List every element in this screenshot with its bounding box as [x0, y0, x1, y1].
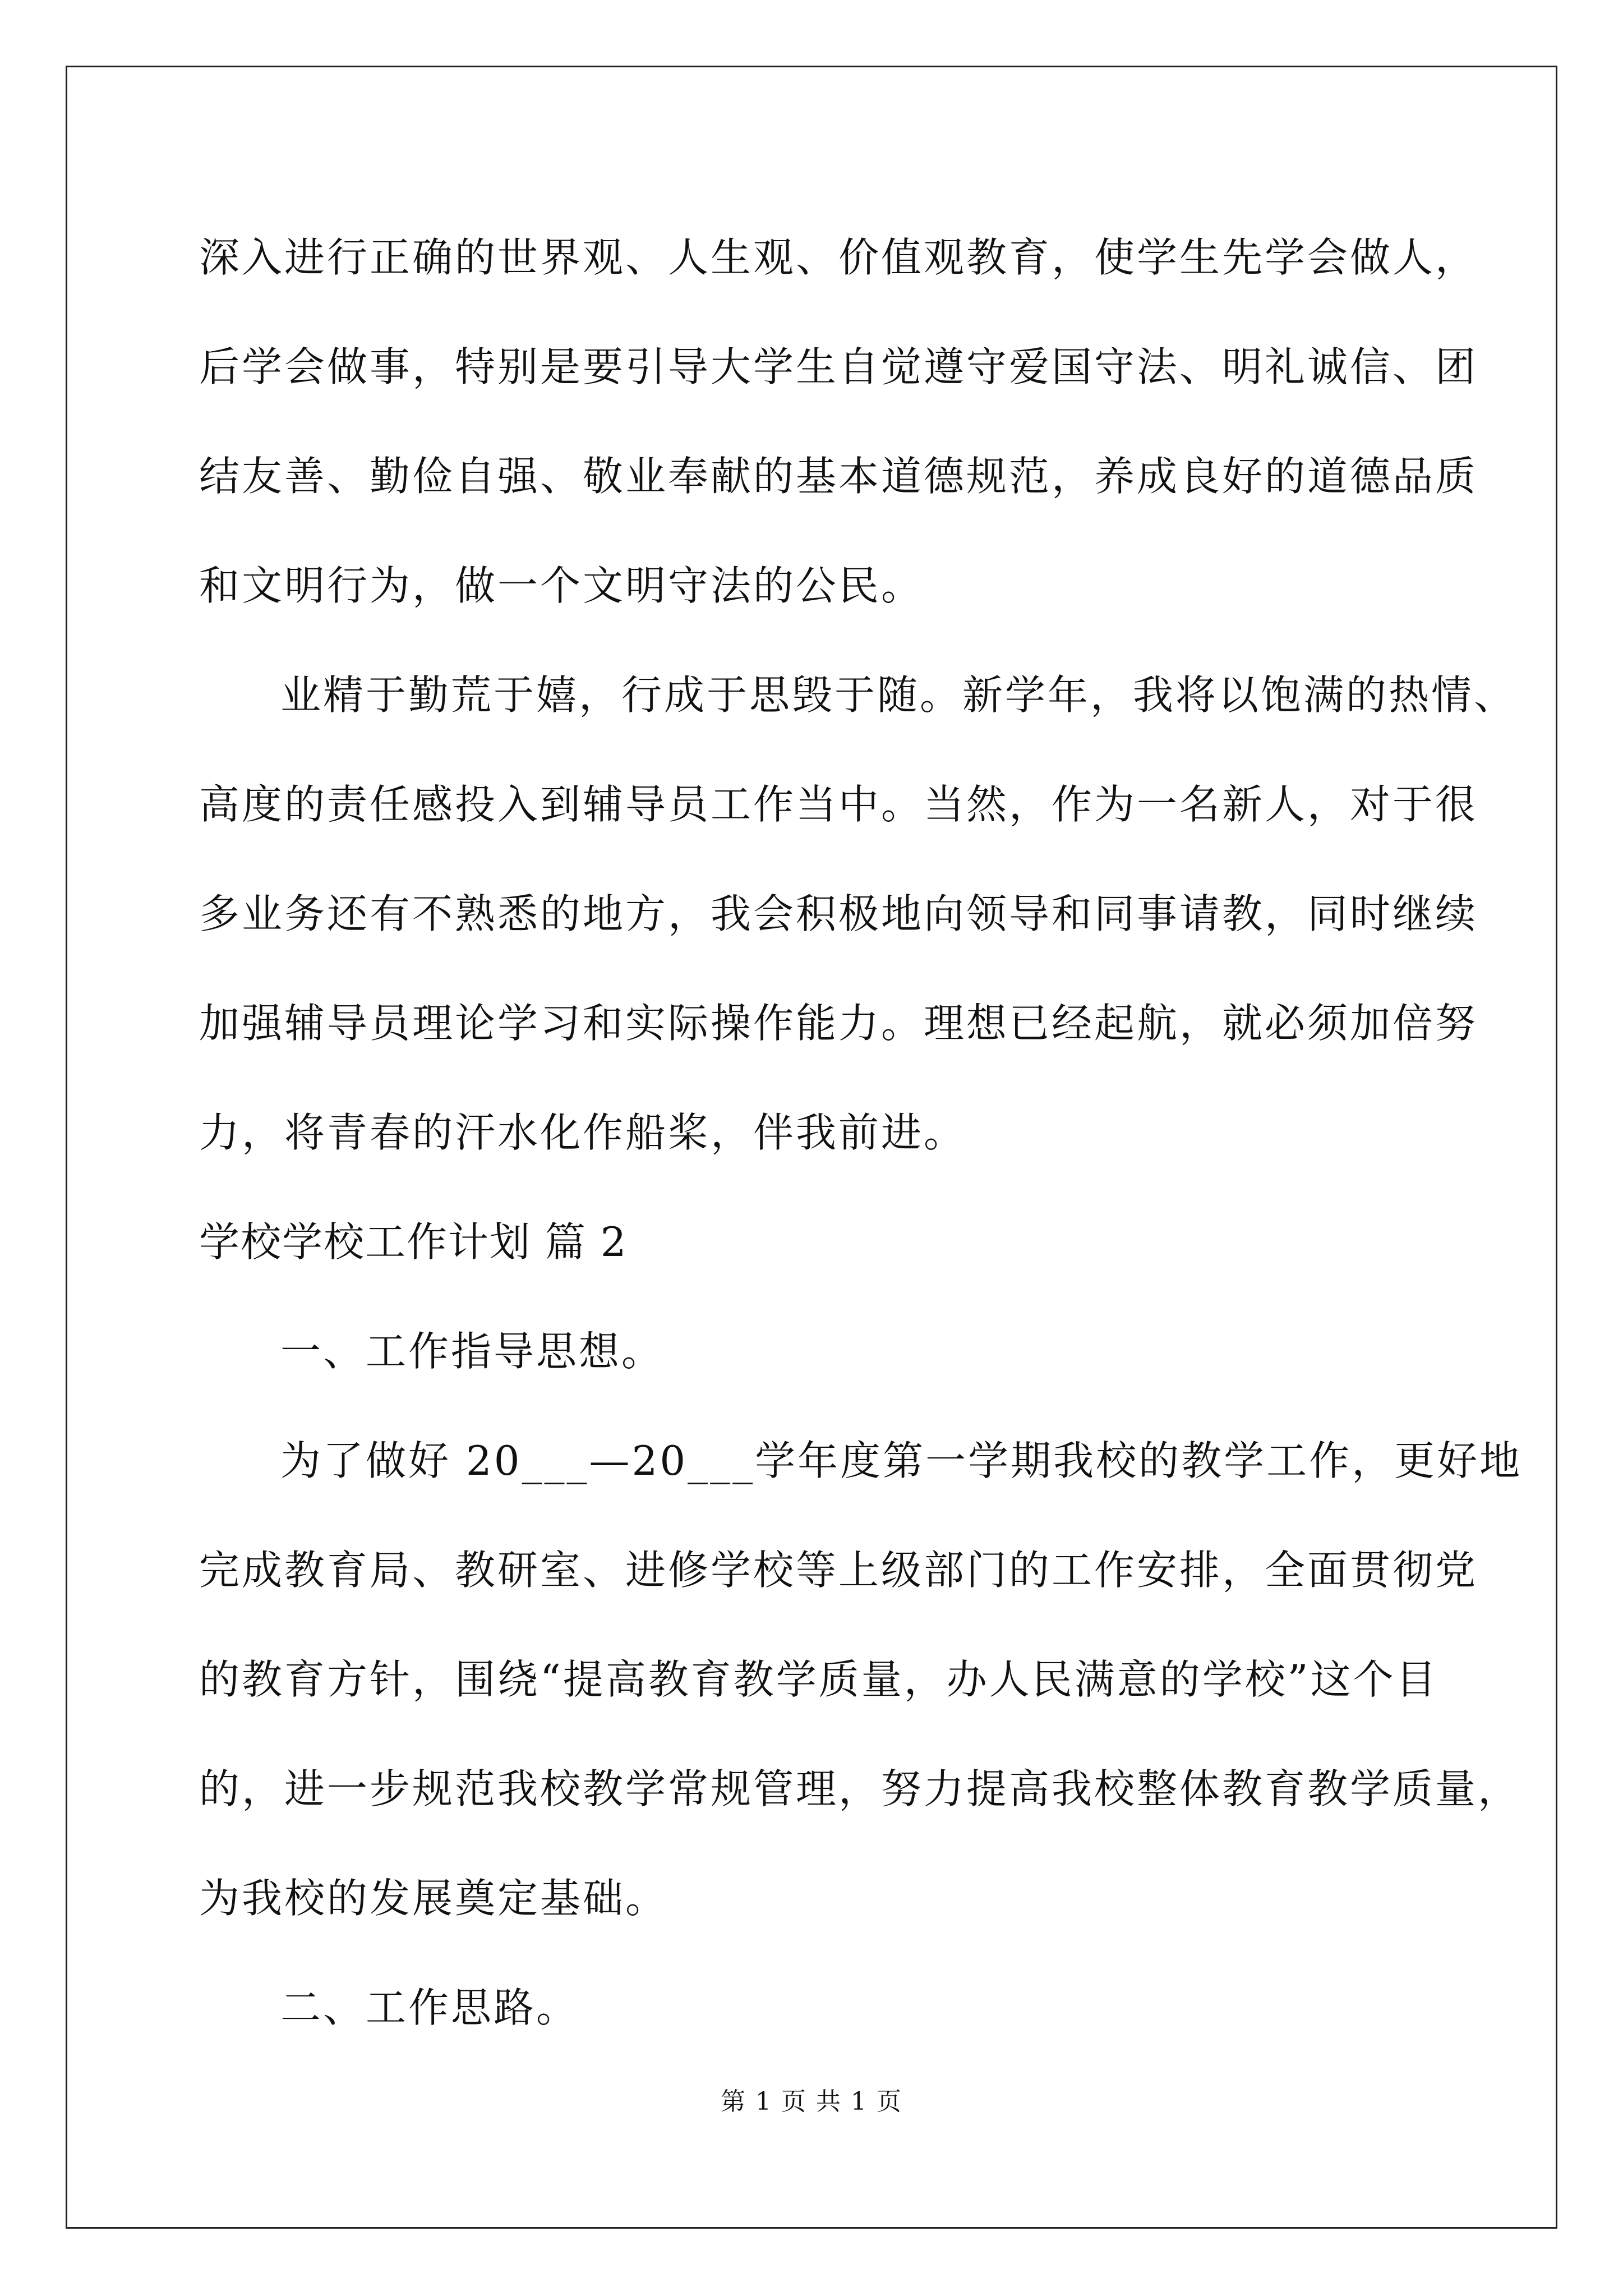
text-line: 为我校的发展奠定基础。 — [199, 1875, 668, 1922]
text-line: 力，将青春的汗水化作船桨，伴我前进。 — [199, 1109, 967, 1156]
text-line: 和文明行为，做一个文明守法的公民。 — [199, 562, 924, 609]
text-line: 的教育方针，围绕“提高教育教学质量，办人民满意的学校”这个目 — [199, 1656, 1438, 1703]
text-line: 深入进行正确的世界观、人生观、价值观教育，使学生先学会做人， — [199, 234, 1478, 281]
page-footer — [0, 2081, 1623, 2117]
page-number-label: 第 1 页 共 1 页 — [721, 2087, 902, 2116]
text-line: 结友善、勤俭自强、敬业奉献的基本道德规范，养成良好的道德品质 — [199, 453, 1478, 500]
document-body — [199, 203, 1523, 2063]
text-line: 完成教育局、教研室、进修学校等上级部门的工作安排，全面贯彻党 — [199, 1547, 1478, 1594]
section-heading: 学校学校工作计划 篇 2 — [199, 1218, 628, 1266]
text-line: 加强辅导员理论学习和实际操作能力。理想已经起航，就必须加倍努 — [199, 1000, 1478, 1047]
text-line: 的，进一步规范我校教学常规管理，努力提高我校整体教育教学质量， — [199, 1765, 1521, 1812]
text-line: 后学会做事，特别是要引导大学生自觉遵守爱国守法、明礼诚信、团 — [199, 343, 1478, 390]
text-line: 一、工作指导思想。 — [280, 1328, 665, 1375]
text-line: 多业务还有不熟悉的地方，我会积极地向领导和同事请教，同时继续 — [199, 890, 1478, 937]
text-line: 二、工作思路。 — [280, 1984, 579, 2031]
text-line: 业精于勤荒于嬉，行成于思毁于随。新学年，我将以饱满的热情、 — [280, 671, 1517, 719]
text-line: 高度的责任感投入到辅导员工作当中。当然，作为一名新人，对于很 — [199, 781, 1478, 828]
text-line: 为了做好 20___—20___学年度第一学期我校的教学工作，更好地 — [280, 1437, 1523, 1484]
